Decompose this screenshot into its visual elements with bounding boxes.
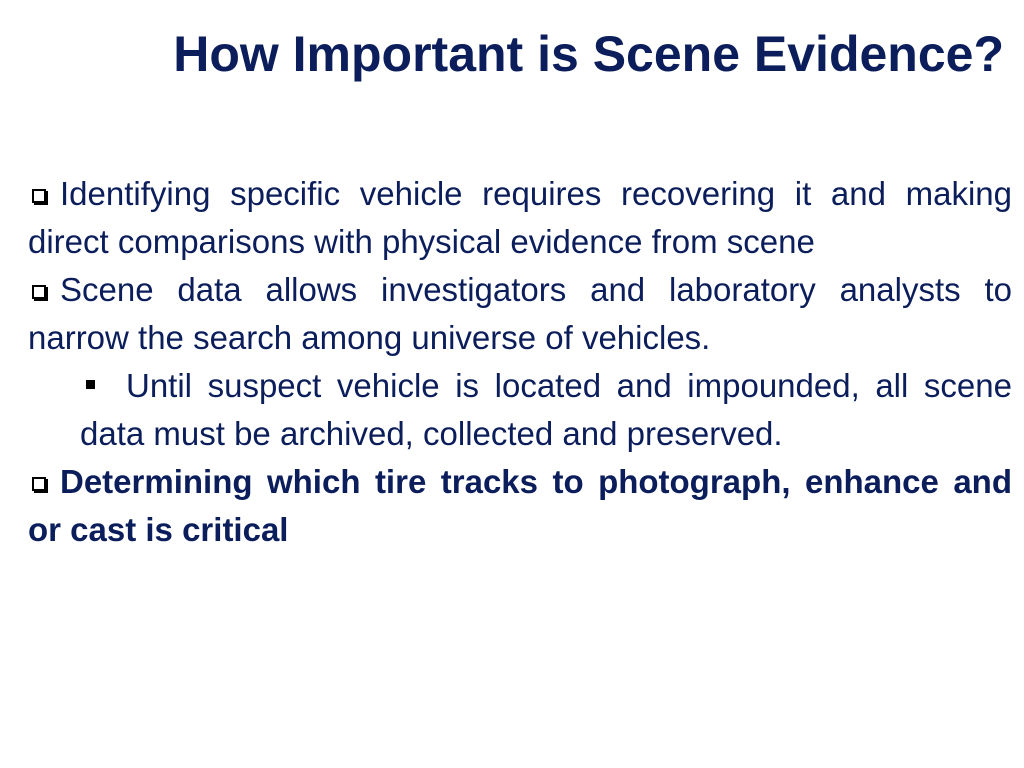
bullet-text-1: Identifying specific vehicle requires recovering it and making direct comparisons with physical evidence from scene (28, 175, 1012, 260)
bullet-item-2 (28, 266, 1012, 362)
checkbox-bullet-icon (32, 189, 46, 203)
checkbox-bullet-icon (32, 477, 46, 491)
bullet-text-2: Scene data allows investigators and laboratory analysts to narrow the search among universe of vehicles. (28, 271, 1012, 356)
checkbox-bullet-icon (32, 285, 46, 299)
sub-bullet-item-1 (80, 362, 1012, 458)
sub-bullet-text-1: Until suspect vehicle is located and impounded, all scene data must be archived, collected and preserved. (80, 367, 1012, 452)
slide-body (28, 170, 1012, 554)
bullet-item-1 (28, 170, 1012, 266)
square-bullet-icon (86, 380, 95, 389)
bullet-item-3 (28, 458, 1012, 554)
bullet-text-3: Determining which tire tracks to photograph, enhance and or cast is critical (28, 463, 1012, 548)
slide-title: How Important is Scene Evidence? (173, 26, 1004, 82)
